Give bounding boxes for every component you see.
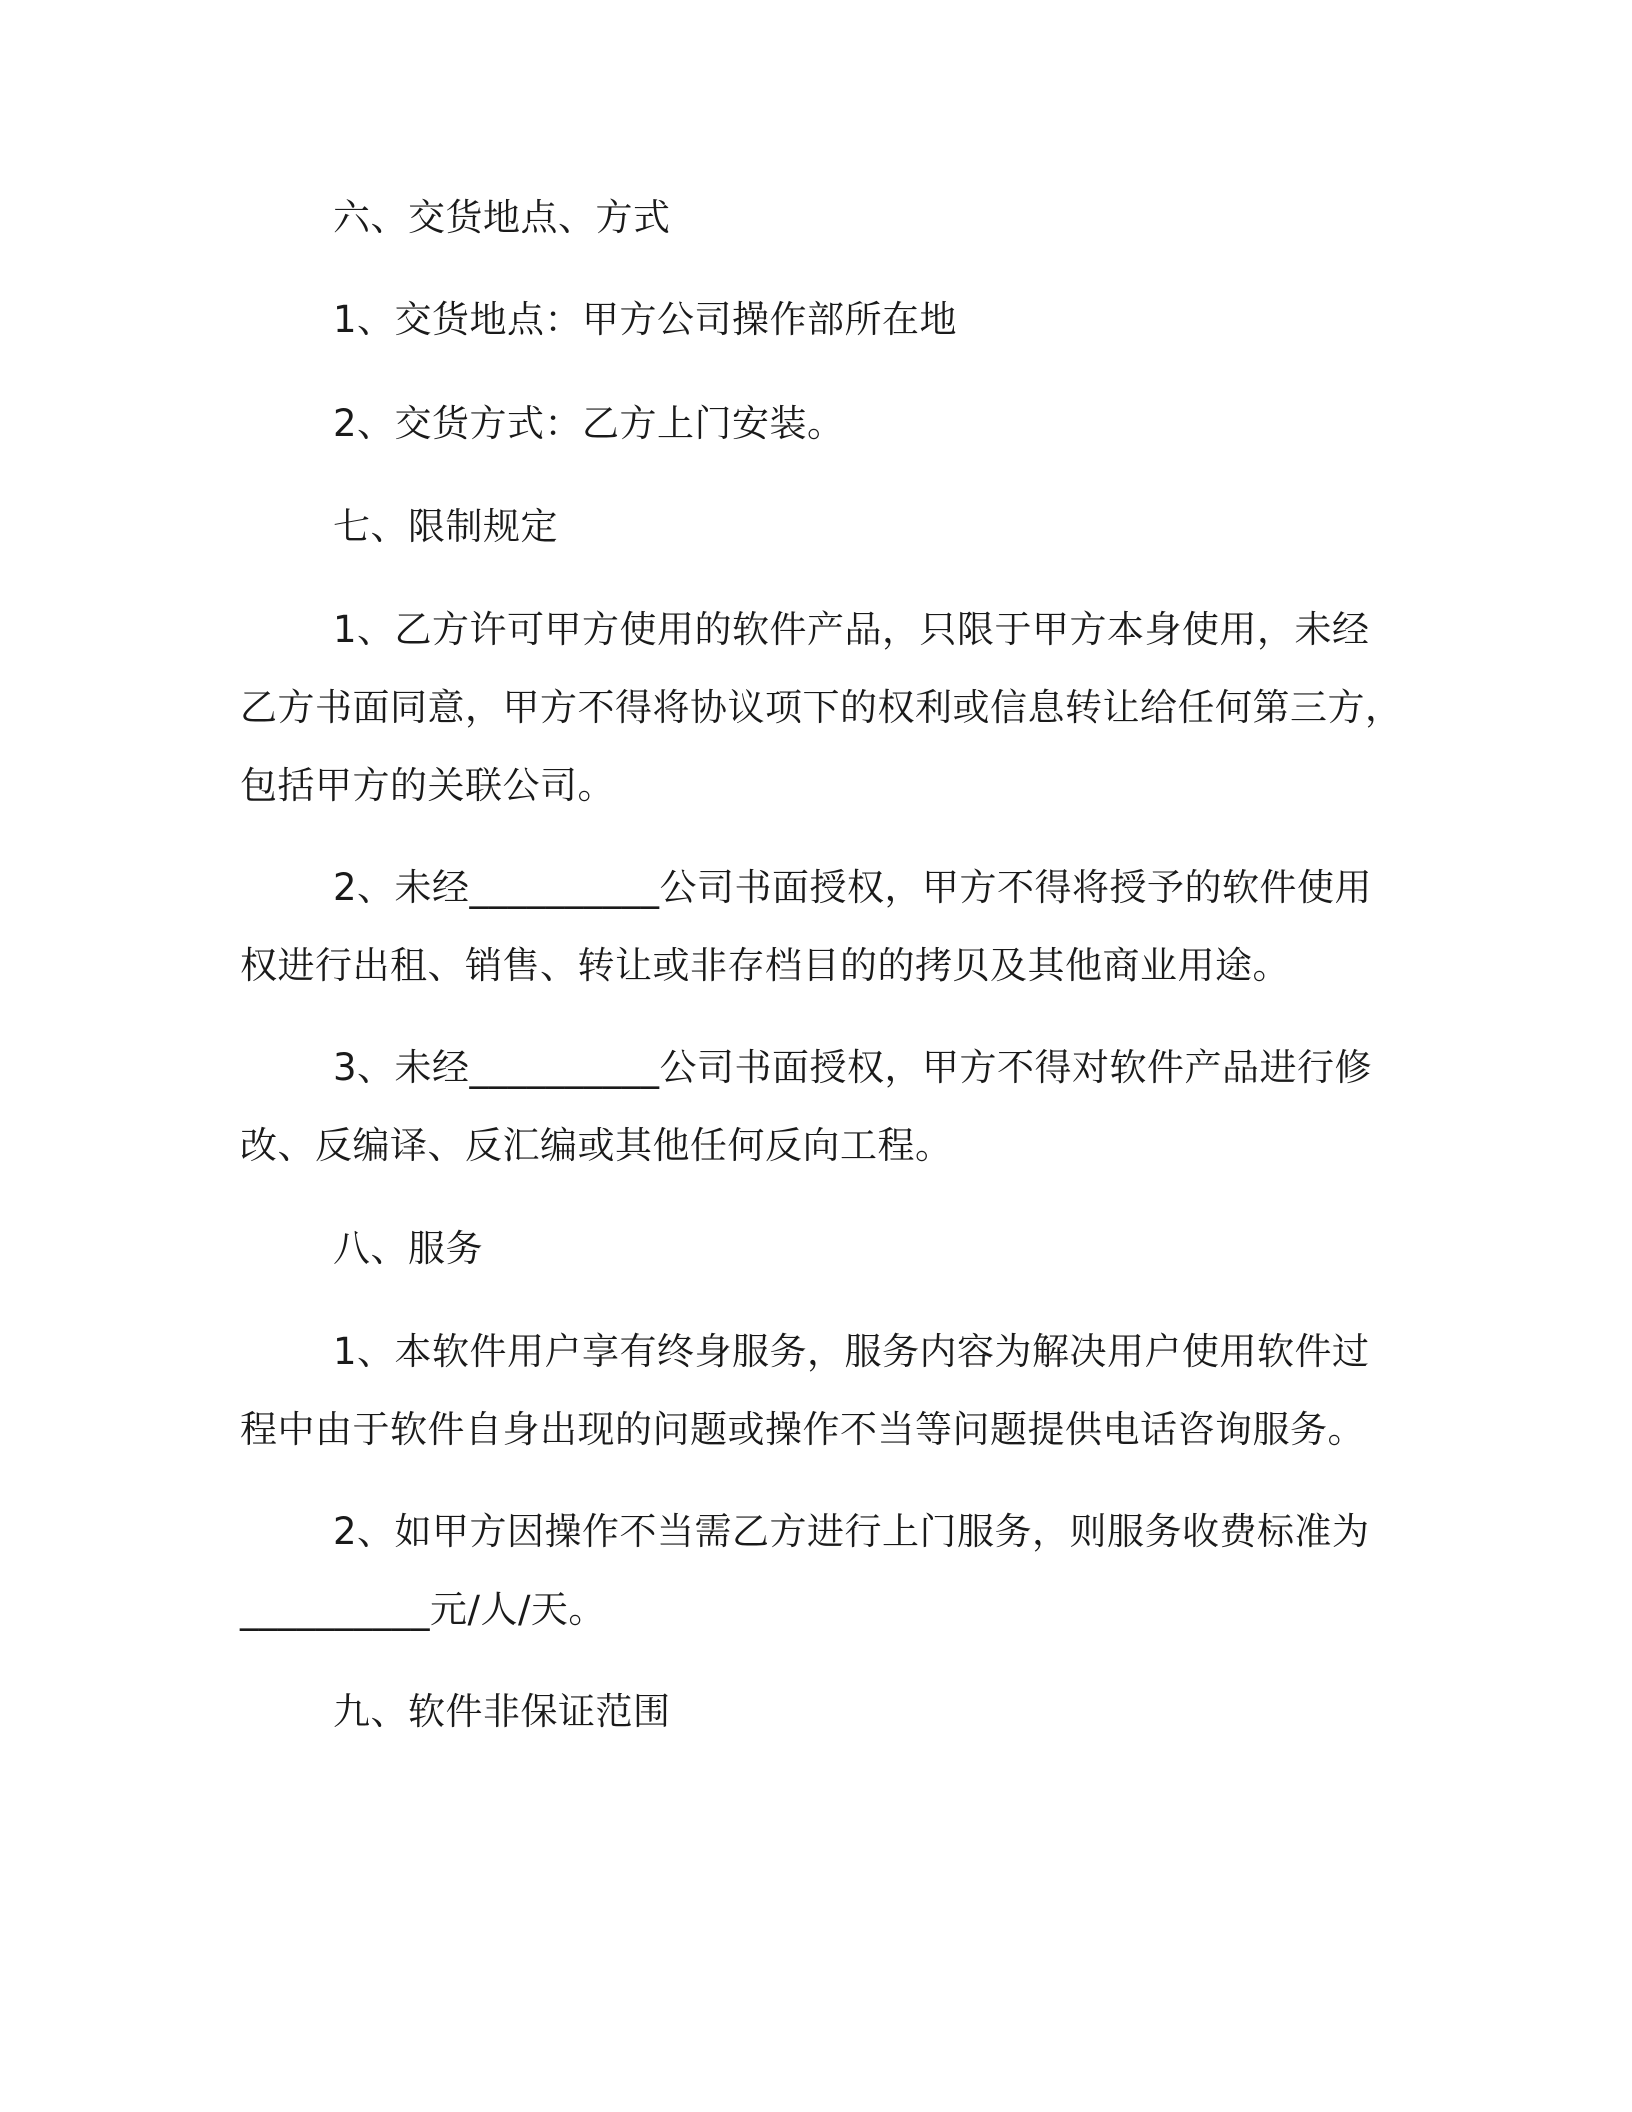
restriction-1-line-2: 乙方书面同意，甲方不得将协议项下的权利或信息转让给任何第三方，: [240, 686, 1403, 729]
restriction-2-line-2: 权进行出租、销售、转让或非存档目的的拷贝及其他商业用途。: [240, 944, 1290, 987]
delivery-method-item: 2、交货方式：乙方上门安装。: [333, 402, 845, 445]
restriction-1-line-3: 包括甲方的关联公司。: [240, 764, 615, 807]
restriction-2-line-1: 2、未经__________公司书面授权，甲方不得将授予的软件使用: [333, 866, 1373, 909]
section-heading-8: 八、服务: [333, 1227, 483, 1270]
restriction-3-line-1: 3、未经__________公司书面授权，甲方不得对软件产品进行修: [333, 1046, 1373, 1089]
service-1-line-1: 1、本软件用户享有终身服务，服务内容为解决用户使用软件过: [333, 1330, 1370, 1373]
section-heading-7: 七、限制规定: [333, 505, 558, 548]
delivery-location-item: 1、交货地点：甲方公司操作部所在地: [333, 298, 958, 341]
service-1-line-2: 程中由于软件自身出现的问题或操作不当等问题提供电话咨询服务。: [240, 1408, 1365, 1451]
restriction-3-line-2: 改、反编译、反汇编或其他任何反向工程。: [240, 1124, 953, 1167]
restriction-1-line-1: 1、乙方许可甲方使用的软件产品，只限于甲方本身使用，未经: [333, 608, 1370, 651]
service-2-line-1: 2、如甲方因操作不当需乙方进行上门服务，则服务收费标准为: [333, 1510, 1370, 1553]
service-2-line-2: __________元/人/天。: [240, 1588, 606, 1631]
section-heading-6: 六、交货地点、方式: [333, 196, 671, 239]
section-heading-9: 九、软件非保证范围: [333, 1690, 671, 1733]
